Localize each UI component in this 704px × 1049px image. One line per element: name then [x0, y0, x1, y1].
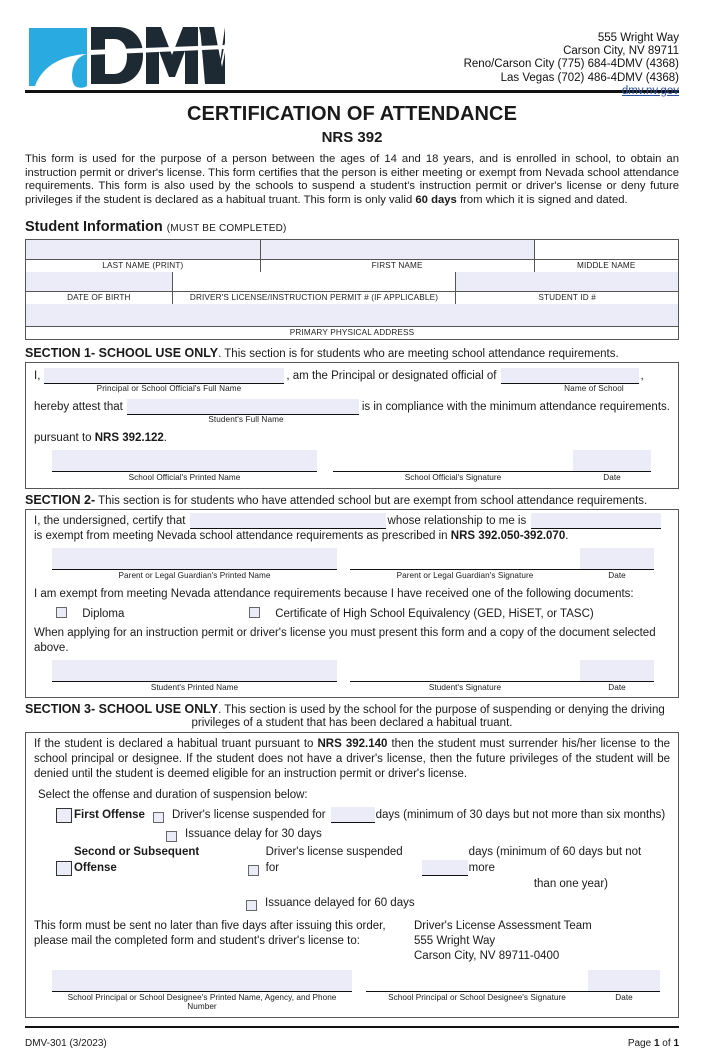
student-table-row-address — [26, 304, 678, 339]
principal-date-field[interactable] — [588, 970, 660, 1011]
page-mid: of — [659, 1037, 674, 1049]
principal-signature-field[interactable] — [366, 970, 588, 1011]
principal-signature-caption: School Principal or School Designee's Signature — [388, 992, 566, 1002]
first-name-label: FIRST NAME — [261, 259, 534, 272]
first-suspend-checkbox[interactable] — [153, 812, 164, 823]
guardian-signature-caption: Parent or Legal Guardian's Signature — [396, 570, 534, 580]
second-offense-row — [34, 844, 670, 876]
section1-l1-pre: I, — [34, 369, 41, 382]
second-suspend-post2: than one year) — [533, 877, 608, 890]
page-pre: Page — [627, 1037, 654, 1049]
section1-title: SECTION 1- SCHOOL USE ONLY — [25, 345, 219, 360]
section1-nrs-ref: NRS 392.122 — [94, 431, 164, 444]
form-id: DMV-301 (3/2023) — [25, 1037, 107, 1049]
section1-line1-captions — [34, 384, 670, 394]
mail-line-1: This form must be sent no later than five days after issuing this order, — [34, 919, 386, 932]
address-line-2: Carson City, NV 89711 — [563, 45, 679, 58]
cell-date-of-birth — [26, 272, 173, 304]
student-date-field[interactable] — [580, 660, 654, 692]
section1-l1-mid: , am the Principal or designated official of — [286, 369, 497, 382]
first-suspend-pre: Driver's license suspended for — [171, 808, 326, 821]
first-offense-row — [34, 807, 670, 823]
section1-student-name-field[interactable] — [127, 400, 359, 415]
section1-signature-row — [34, 450, 670, 482]
middle-name-label: MIDDLE NAME — [535, 259, 678, 272]
diploma-label: Diploma — [82, 607, 125, 620]
section1-date-field[interactable] — [573, 450, 651, 482]
guardian-printed-name-caption: Parent or Legal Guardian's Printed Name — [118, 570, 271, 580]
intro-bold-60days: 60 days — [415, 193, 457, 206]
address-line-1: 555 Wright Way — [597, 32, 679, 44]
section3-desc2: privileges of a student that has been declared a habitual truant. — [191, 716, 513, 729]
page-subtitle: NRS 392 — [321, 129, 383, 146]
dmv-logo-icon — [25, 24, 225, 90]
cell-middle-name — [535, 240, 678, 272]
first-issuance-row — [34, 826, 670, 842]
section2-heading — [25, 493, 679, 507]
section1-student-name-caption: Student's Full Name — [208, 414, 284, 424]
first-issuance-label: Issuance delay for 30 days — [185, 827, 322, 840]
section1-l2-pre: hereby attest that — [34, 400, 123, 413]
section3-select-label: Select the offense and duration of suspension below: — [38, 788, 308, 801]
student-signature-caption: Student's Signature — [428, 682, 502, 692]
section1-printed-name-field[interactable] — [52, 450, 317, 482]
page-title: CERTIFICATION OF ATTENDANCE — [186, 103, 518, 125]
student-id-input[interactable] — [456, 272, 678, 291]
student-id-label: STUDENT ID # — [456, 291, 678, 304]
section2-exempt-intro: I am exempt from meeting Nevada attendance requirements because I have received one of the following documents: — [34, 587, 634, 600]
section1-line2 — [34, 400, 670, 415]
section1-signature-field[interactable] — [333, 450, 573, 482]
guardian-date-caption: Date — [608, 570, 626, 580]
section3-para-post: then the student must surrender his/her license to the school principal or designee. If the student does not have a driver's license, then the future privileges of the student will be denied until the student is deemed eligible for an instruction permit or driver's license. — [34, 737, 670, 780]
mail-to-line-1: Driver's License Assessment Team — [414, 919, 592, 932]
section3-para-pre: If the student is declared a habitual truant pursuant to — [34, 737, 318, 750]
intro-text-2: from which it is signed and dated. — [456, 193, 628, 206]
first-suspend-post: days (minimum of 30 days but not more than six months) — [375, 808, 666, 821]
intro-text-1: This form is used for the purpose of a person between the ages of 14 and 18 years, and is enrolled in school, to obtain an instruction permit or driver's license. This form certifies that the person is either meeting or exempt from Nevada school attendance requirements. This form is also used by the schools to suspend a student's instruction permit or driver's license or deny future privileges if the student is declared as a habitual truant. This form is only valid — [25, 153, 679, 206]
section2-line2 — [34, 529, 670, 544]
section1-l2-post: is in compliance with the minimum attendance requirements. — [361, 400, 670, 413]
second-suspend-checkbox[interactable] — [248, 865, 259, 876]
page-total: 1 — [673, 1037, 679, 1049]
section3-box — [25, 732, 679, 1018]
section1-printed-name-caption: School Official's Printed Name — [128, 472, 241, 482]
section3-signature-row — [34, 970, 670, 1011]
student-signature-field[interactable] — [350, 660, 580, 692]
section2-l1-mid: whose relationship to me is — [387, 514, 527, 527]
guardian-signature-field[interactable] — [350, 548, 580, 580]
section2-line1 — [34, 514, 670, 529]
section3-nrs-ref: NRS 392.140 — [317, 737, 388, 750]
date-of-birth-label: DATE OF BIRTH — [26, 291, 172, 304]
section1-heading — [25, 346, 679, 360]
address-line-3: Reno/Carson City (775) 684-4DMV (4368) — [463, 58, 679, 71]
student-date-caption: Date — [608, 682, 626, 692]
cell-license-number — [173, 272, 457, 304]
last-name-input[interactable] — [26, 240, 260, 259]
section2-apply-note: When applying for an instruction permit or driver's license you must present this form and a copy of the document selected above. — [34, 626, 656, 654]
school-name-caption: Name of School — [564, 383, 624, 393]
section3-desc: . This section is used by the school for the purpose of suspending or denying the driving — [218, 703, 665, 716]
section3-heading — [25, 702, 679, 730]
section1-desc: . This section is for students who are meeting school attendance requirements. — [218, 347, 619, 360]
license-number-label: DRIVER'S LICENSE/INSTRUCTION PERMIT # (IF APPLICABLE) — [173, 291, 456, 304]
principal-printed-name-caption: School Principal or School Designee's Printed Name, Agency, and Phone Number — [67, 992, 337, 1011]
page-number — [628, 1038, 679, 1049]
primary-address-label: PRIMARY PHYSICAL ADDRESS — [26, 326, 678, 339]
cell-student-id — [456, 272, 678, 304]
principal-date-caption: Date — [615, 992, 633, 1002]
page-footer — [25, 1028, 679, 1049]
intro-paragraph — [25, 153, 679, 207]
student-table-row-ids — [26, 272, 678, 304]
second-suspend-days-field[interactable] — [422, 861, 468, 876]
section2-checkbox-row — [34, 606, 670, 622]
equivalency-option[interactable] — [249, 606, 594, 622]
first-suspend-days-field[interactable] — [331, 808, 375, 823]
principal-printed-name-field[interactable] — [52, 970, 352, 1011]
section1-line1 — [34, 369, 670, 384]
relationship-field[interactable] — [531, 514, 661, 529]
student-table-row-names — [26, 240, 678, 272]
section2-l2-pre: is exempt from meeting Nevada school attendance requirements as prescribed in — [34, 529, 451, 542]
second-issuance-label: Issuance delayed for 60 days — [265, 896, 415, 909]
page-current: 1 — [653, 1037, 660, 1049]
diploma-checkbox[interactable] — [56, 607, 67, 618]
second-issuance-row — [34, 895, 670, 911]
mail-to-line-3: Carson City, NV 89711-0400 — [414, 949, 560, 962]
section2-nrs-ref: NRS 392.050-392.070 — [450, 529, 566, 542]
section3-mail-block — [34, 919, 670, 964]
middle-name-input[interactable] — [535, 240, 678, 259]
page-header — [25, 0, 679, 97]
equivalency-label: Certificate of High School Equivalency (GED, HiSET, or TASC) — [275, 607, 594, 620]
section1-box — [25, 362, 679, 489]
section1-date-caption: Date — [603, 472, 621, 482]
cell-first-name — [261, 240, 535, 272]
student-printed-name-field[interactable] — [52, 660, 337, 692]
diploma-option[interactable] — [34, 606, 249, 622]
cell-last-name — [26, 240, 261, 272]
first-name-input[interactable] — [261, 240, 534, 259]
cell-primary-address — [26, 304, 678, 339]
primary-address-input[interactable] — [26, 304, 678, 326]
section1-l3-post: . — [163, 431, 167, 444]
second-offense-checkbox[interactable] — [56, 861, 72, 876]
section3-paragraph — [34, 737, 670, 782]
section2-title: SECTION 2- — [25, 492, 96, 507]
license-number-input[interactable] — [173, 272, 456, 291]
official-name-field[interactable] — [44, 369, 284, 384]
section2-l2-post: . — [565, 529, 569, 542]
section1-line3 — [34, 431, 670, 446]
first-issuance-checkbox[interactable] — [166, 831, 177, 842]
first-offense-label: First Offense — [74, 808, 145, 821]
mail-to-line-2: 555 Wright Way — [414, 934, 496, 947]
section1-signature-caption: School Official's Signature — [404, 472, 502, 482]
guardian-date-field[interactable] — [580, 548, 654, 580]
section2-guardian-signature-row — [34, 548, 670, 580]
equivalency-checkbox[interactable] — [249, 607, 260, 618]
dmv-logo — [25, 24, 225, 90]
mail-to-address — [414, 919, 592, 964]
student-information-title: Student Information — [25, 218, 163, 235]
first-offense-checkbox[interactable] — [56, 808, 72, 823]
mail-instructions — [34, 919, 414, 964]
official-name-caption: Principal or School Official's Full Name — [96, 383, 242, 393]
section1-l1-end: , — [640, 369, 644, 382]
student-information-table — [25, 239, 679, 340]
section2-l1-pre: I, the undersigned, certify that — [34, 514, 186, 527]
section1-l3-pre: pursuant to — [34, 431, 95, 444]
dmv-address-block — [464, 24, 679, 98]
date-of-birth-input[interactable] — [26, 272, 172, 291]
second-issuance-checkbox[interactable] — [246, 900, 257, 911]
guardian-printed-name-field[interactable] — [52, 548, 337, 580]
student-printed-name-caption: Student's Printed Name — [150, 682, 239, 692]
student-information-heading — [25, 219, 679, 235]
address-line-4: Las Vegas (702) 486-4DMV (4368) — [500, 71, 679, 84]
second-suspend-pre: Driver's license suspended for — [265, 845, 403, 874]
section2-box — [25, 509, 679, 698]
section2-desc: This section is for students who have attended school but are exempt from school attendance requirements. — [95, 494, 648, 507]
second-suspend-post: days (minimum of 60 days but not more — [468, 845, 642, 874]
mail-line-2: please mail the completed form and student's driver's license to: — [34, 934, 360, 947]
dmv-website-link[interactable]: dmv.nv.gov — [621, 84, 679, 97]
school-name-field[interactable] — [501, 369, 639, 384]
student-information-note: (MUST BE COMPLETED) — [166, 222, 287, 234]
second-offense-label: Second or Subsequent Offense — [73, 845, 200, 874]
section3-title: SECTION 3- SCHOOL USE ONLY — [25, 701, 219, 716]
section2-student-name-field[interactable] — [190, 514, 386, 529]
last-name-label: LAST NAME (PRINT) — [26, 259, 260, 272]
section2-student-signature-row — [34, 660, 670, 692]
